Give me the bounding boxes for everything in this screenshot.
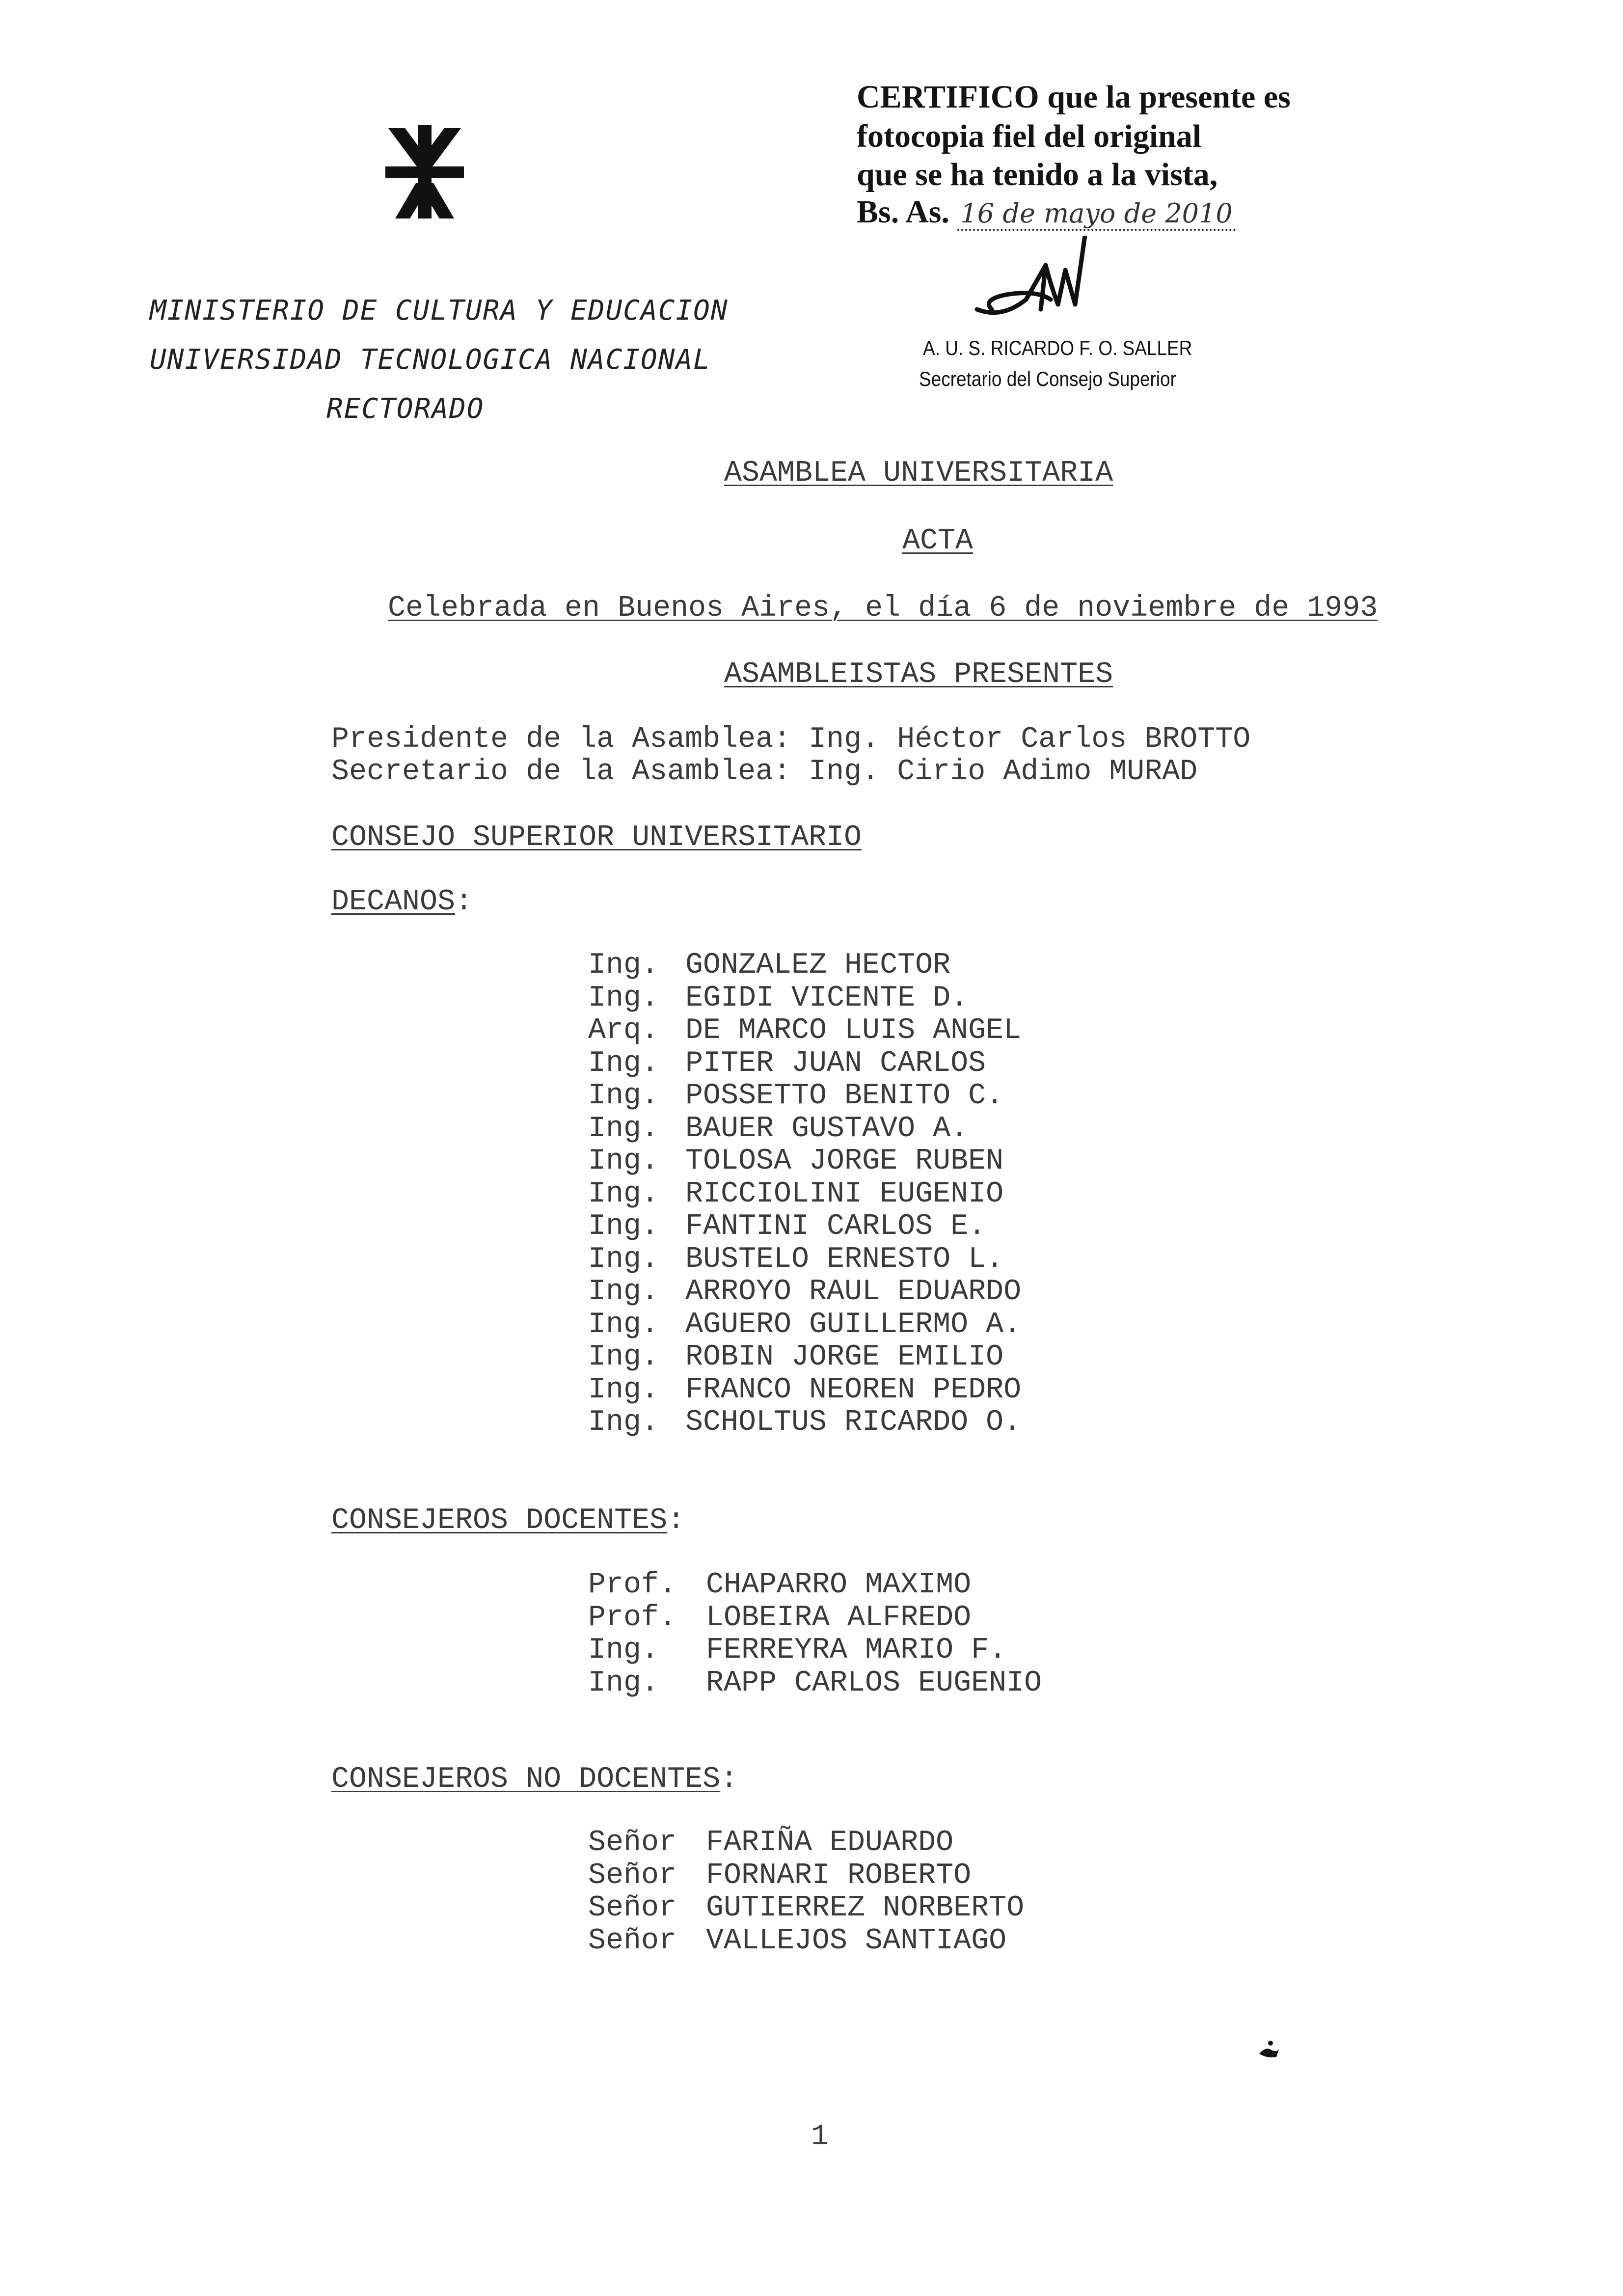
member-title: Ing.	[588, 1373, 659, 1407]
list-item	[588, 1145, 1021, 1178]
university-line: UNIVERSIDAD TECNOLOGICA NACIONAL	[150, 344, 711, 376]
member-title: Señor	[588, 1924, 677, 1958]
list-item	[588, 1276, 1021, 1309]
member-title: Prof.	[588, 1601, 677, 1635]
member-name: POSSETTO BENITO C.	[685, 1079, 1004, 1113]
member-name: EGIDI VICENTE D.	[685, 981, 969, 1015]
secretario-line: Secretario de la Asamblea: Ing. Cirio Adimo MURAD	[331, 755, 1198, 789]
ink-mark	[1257, 2040, 1281, 2060]
member-name: TOLOSA JORGE RUBEN	[685, 1145, 1004, 1178]
list-item	[588, 1210, 1021, 1243]
member-name: VALLEJOS SANTIAGO	[706, 1924, 1007, 1958]
cert-line-1: CERTIFICO que la presente es	[857, 79, 1291, 115]
list-item	[588, 949, 1021, 982]
member-title: Ing.	[588, 1340, 659, 1374]
member-name: FERREYRA MARIO F.	[706, 1634, 1007, 1667]
member-name: CHAPARRO MAXIMO	[706, 1568, 972, 1602]
rectorado-line: RECTORADO	[326, 393, 485, 425]
utn-logo	[385, 125, 464, 219]
member-title: Ing.	[588, 1242, 659, 1276]
list-item	[588, 1925, 1024, 1958]
decanos-heading: DECANOS:	[331, 885, 473, 919]
cert-signer-name: A. U. S. RICARDO F. O. SALLER	[923, 336, 1192, 359]
cert-line-3: que se ha tenido a la vista,	[857, 157, 1218, 192]
list-item	[588, 1047, 1021, 1080]
cert-line-4	[857, 193, 1236, 231]
member-title: Ing.	[588, 1634, 659, 1667]
list-item	[588, 1243, 1021, 1276]
member-title: Señor	[588, 1826, 677, 1859]
list-item	[588, 1374, 1021, 1407]
member-name: ARROYO RAUL EDUARDO	[685, 1275, 1022, 1309]
decanos-list	[588, 949, 1021, 1439]
presentes-heading: ASAMBLEISTAS PRESENTES	[724, 658, 1113, 691]
list-item	[588, 1667, 1042, 1700]
cert-signer-role: Secretario del Consejo Superior	[919, 367, 1176, 390]
list-item	[588, 1827, 1024, 1859]
list-item	[588, 1569, 1042, 1602]
member-title: Ing.	[588, 1177, 659, 1211]
member-title: Ing.	[588, 1079, 659, 1113]
list-item	[588, 982, 1021, 1015]
member-name: BAUER GUSTAVO A.	[685, 1112, 969, 1146]
member-name: GONZALEZ HECTOR	[685, 949, 951, 982]
docentes-heading: CONSEJEROS DOCENTES:	[331, 1504, 685, 1537]
cert-handwritten-date: 16 de mayo de 2010	[957, 198, 1235, 231]
member-title: Arq.	[588, 1014, 659, 1047]
presidente-line: Presidente de la Asamblea: Ing. Héctor Carlos BROTTO	[331, 723, 1251, 756]
docentes-list	[588, 1569, 1042, 1699]
list-item	[588, 1309, 1021, 1341]
member-title: Señor	[588, 1859, 677, 1892]
member-title: Ing.	[588, 1046, 659, 1080]
document-title: ASAMBLEA UNIVERSITARIA	[724, 457, 1113, 490]
member-title: Ing.	[588, 1112, 659, 1146]
member-title: Ing.	[588, 1275, 659, 1309]
list-item	[588, 1341, 1021, 1374]
member-name: FRANCO NEOREN PEDRO	[685, 1373, 1022, 1407]
member-name: FANTINI CARLOS E.	[685, 1210, 986, 1243]
member-title: Ing.	[588, 1308, 659, 1341]
list-item	[588, 1406, 1021, 1439]
celebration-line: Celebrada en Buenos Aires, el día 6 de noviembre de 1993	[388, 592, 1378, 625]
member-title: Ing.	[588, 949, 659, 982]
signature	[972, 236, 1100, 334]
member-name: AGUERO GUILLERMO A.	[685, 1308, 1022, 1341]
member-name: DE MARCO LUIS ANGEL	[685, 1014, 1022, 1047]
member-name: RICCIOLINI EUGENIO	[685, 1177, 1004, 1211]
member-name: RAPP CARLOS EUGENIO	[706, 1666, 1042, 1700]
list-item	[588, 1113, 1021, 1146]
list-item	[588, 1892, 1024, 1925]
docentes-heading-text: CONSEJEROS DOCENTES	[331, 1504, 668, 1537]
list-item	[588, 1859, 1024, 1892]
cert-place: Bs. As.	[857, 194, 949, 230]
document-subtitle: ACTA	[902, 524, 974, 558]
member-name: GUTIERREZ NORBERTO	[706, 1891, 1025, 1925]
member-name: SCHOLTUS RICARDO O.	[685, 1406, 1022, 1439]
decanos-heading-text: DECANOS	[331, 885, 456, 919]
member-title: Prof.	[588, 1568, 677, 1602]
no-docentes-list	[588, 1827, 1024, 1957]
cert-line-2: fotocopia fiel del original	[857, 118, 1202, 154]
member-title: Señor	[588, 1891, 677, 1925]
no-docentes-heading: CONSEJEROS NO DOCENTES:	[331, 1763, 738, 1796]
ministry-line-1: MINISTERIO DE CULTURA Y EDUCACION	[150, 295, 729, 327]
list-item	[588, 1014, 1021, 1047]
page-number: 1	[811, 2120, 829, 2154]
member-name: FORNARI ROBERTO	[706, 1859, 972, 1892]
member-title: Ing.	[588, 1666, 659, 1700]
member-title: Ing.	[588, 1145, 659, 1178]
consejo-heading: CONSEJO SUPERIOR UNIVERSITARIO	[331, 821, 862, 854]
member-title: Ing.	[588, 1210, 659, 1243]
list-item	[588, 1178, 1021, 1211]
list-item	[588, 1080, 1021, 1113]
member-title: Ing.	[588, 1406, 659, 1439]
no-docentes-heading-text: CONSEJEROS NO DOCENTES	[331, 1763, 721, 1796]
list-item	[588, 1602, 1042, 1635]
list-item	[588, 1634, 1042, 1667]
member-name: PITER JUAN CARLOS	[685, 1046, 986, 1080]
member-name: FARIÑA EDUARDO	[706, 1826, 954, 1859]
member-name: BUSTELO ERNESTO L.	[685, 1242, 1004, 1276]
member-name: ROBIN JORGE EMILIO	[685, 1340, 1004, 1374]
member-name: LOBEIRA ALFREDO	[706, 1601, 972, 1635]
member-title: Ing.	[588, 981, 659, 1015]
